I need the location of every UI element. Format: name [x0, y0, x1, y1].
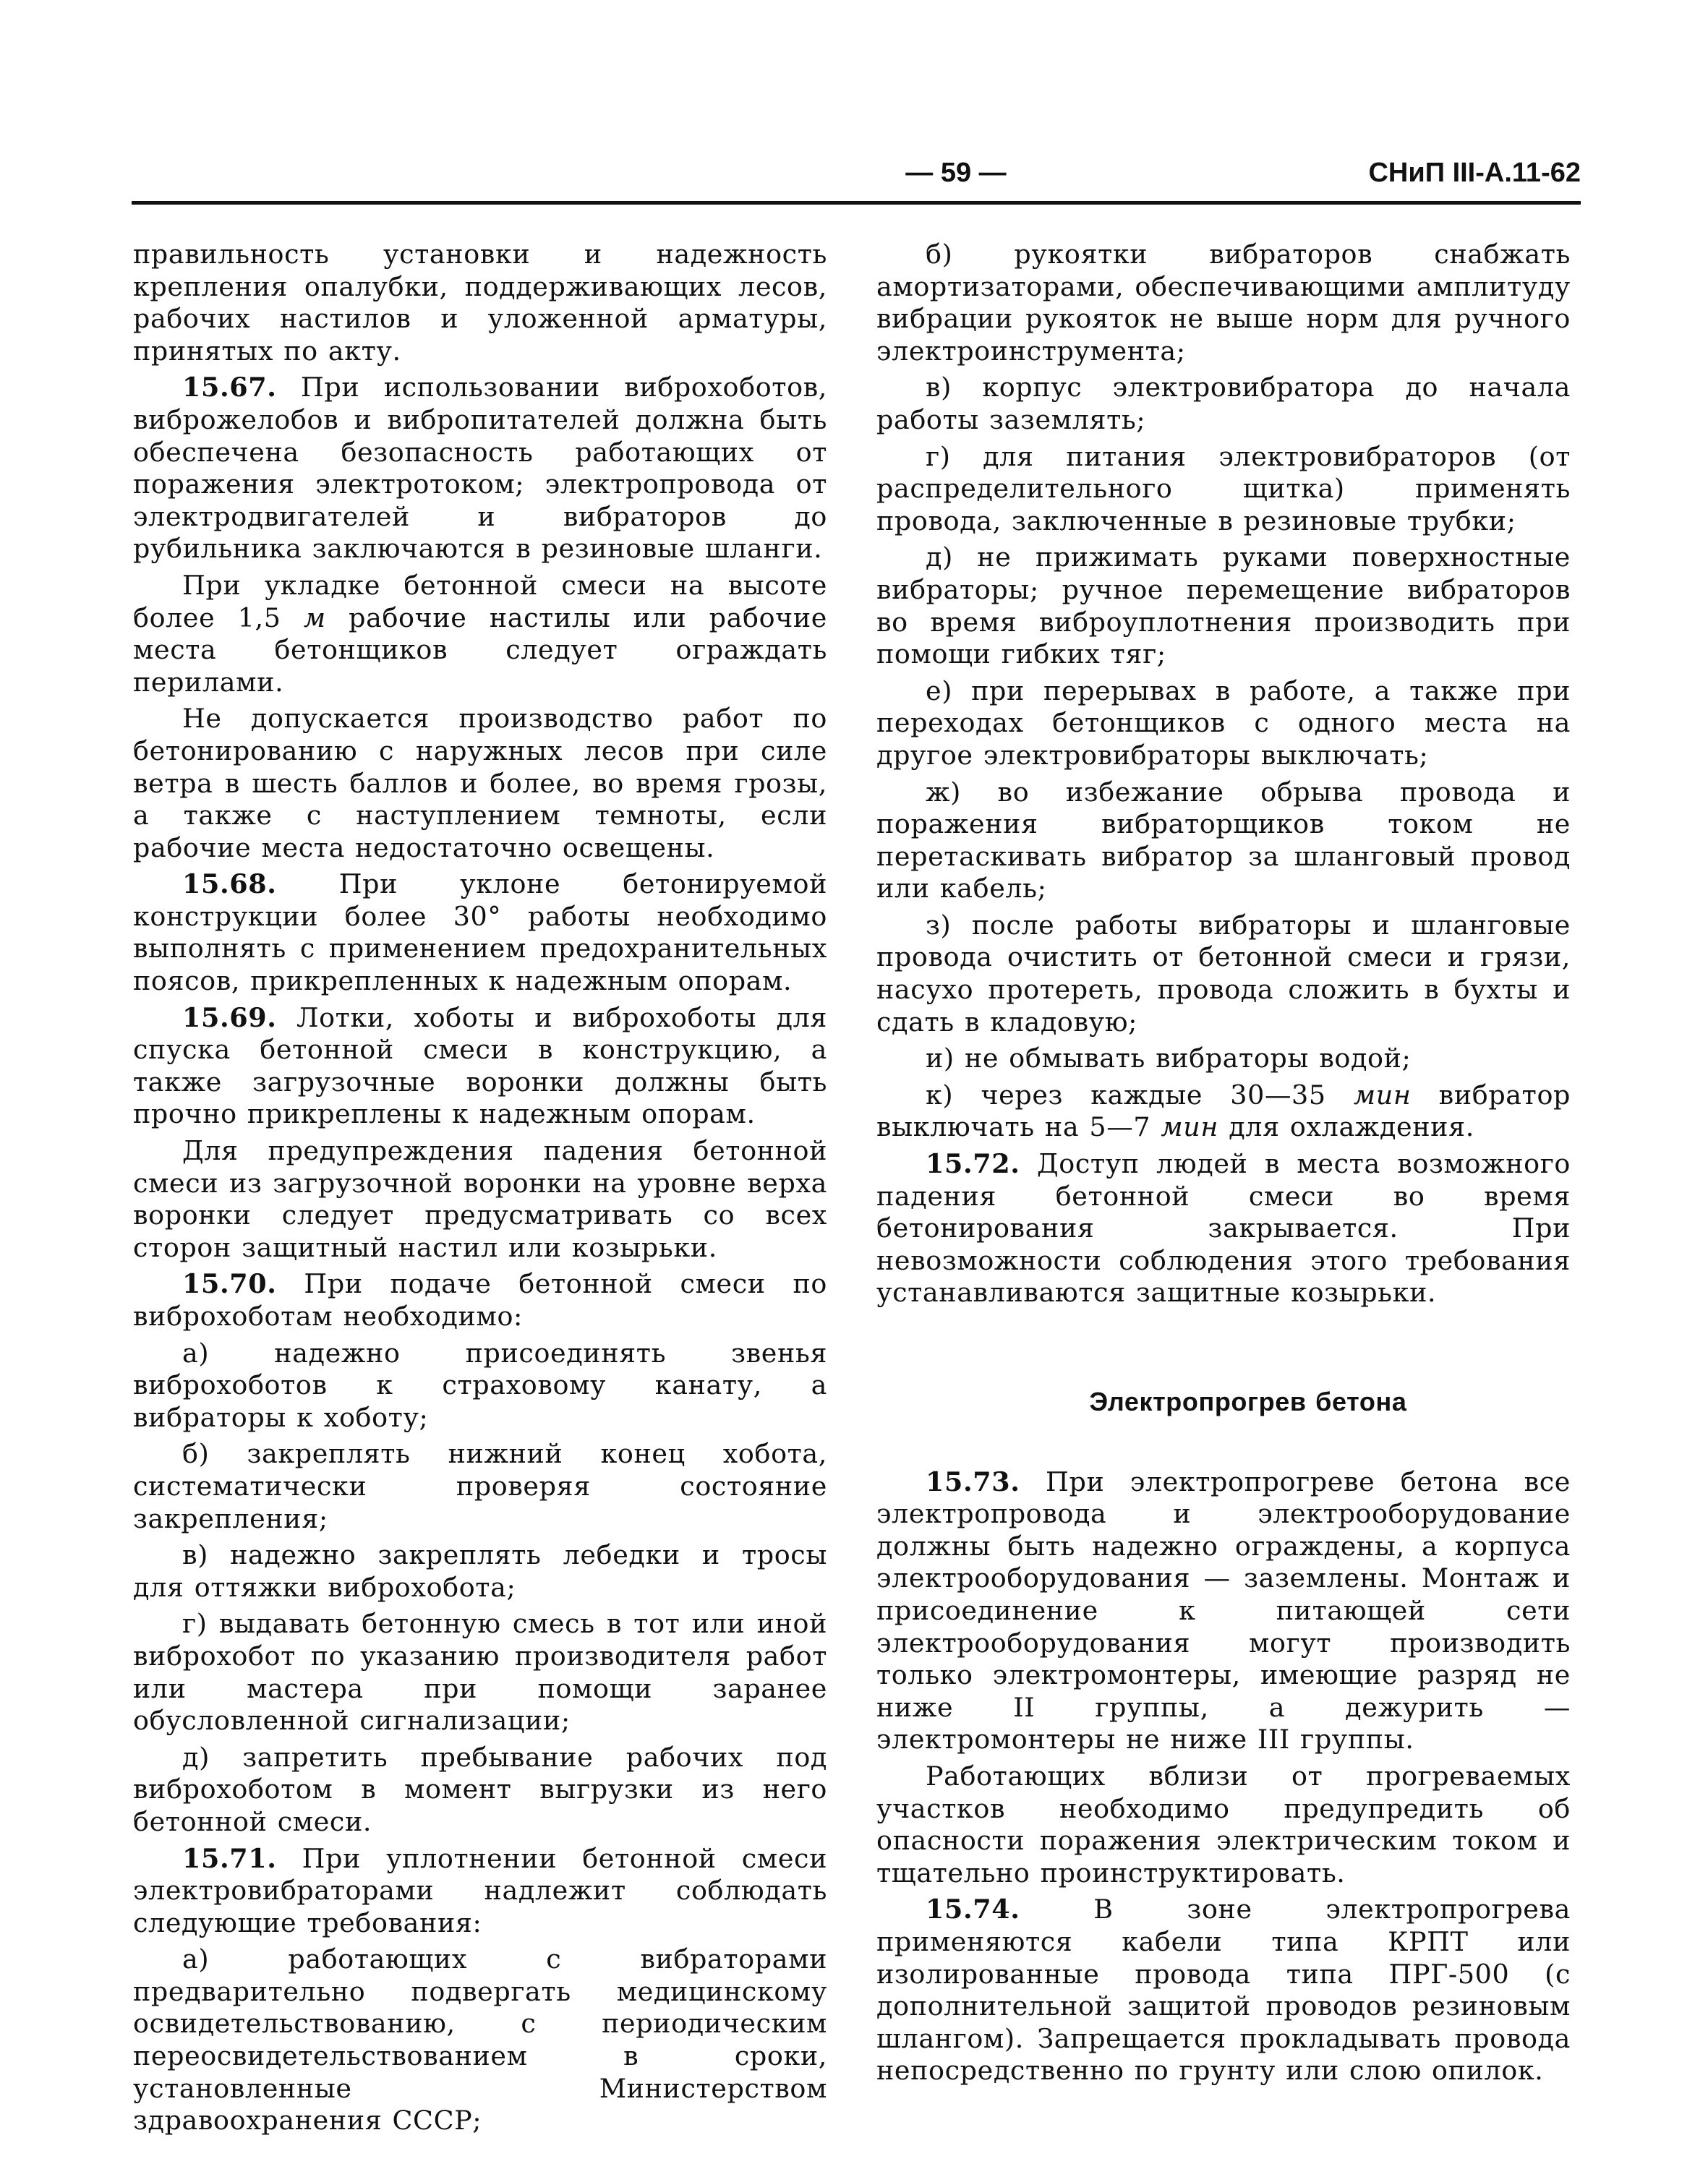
paragraph: При укладке бетонной смеси на высоте более 1,5 м рабочие настилы или рабочие места бетонщиков следует ограждать перилами. — [133, 569, 828, 698]
list-item: г) для питания электровибраторов (от распределительного щитка) применять провода, заключенные в резиновые трубки; — [876, 440, 1571, 536]
page-header — [132, 158, 1581, 201]
header-rule — [132, 201, 1581, 205]
list-item: г) выдавать бетонную смесь в тот или иной виброхобот по указанию производителя работ или мастера при помощи заранее обусловленной сигнализации; — [133, 1608, 827, 1737]
right-column — [876, 239, 1571, 2092]
clause-number: 15.72. — [926, 1148, 1020, 1180]
list-item: д) не прижимать руками поверхностные вибраторы; ручное перемещение вибраторов во время виброуплотнения производить при помощи гибких тяг; — [876, 542, 1571, 670]
clause-number: 15.74. — [926, 1894, 1020, 1925]
spacer — [876, 1423, 1571, 1466]
section-heading: Электропрогрев бетона — [1089, 1387, 1407, 1416]
list-item: е) при перерывах в работе, а также при переходах бетонщиков с одного места на другое электровибраторы выключать; — [876, 675, 1571, 771]
left-column — [133, 239, 827, 2142]
paragraph: Не допускается производство работ по бетонированию с наружных лесов при силе ветра в шесть баллов и более, во время грозы, а также с наступлением темноты, если рабочие места недостаточно освещены. — [133, 703, 827, 863]
list-item: к) через каждые 30—35 мин вибратор выключать на 5—7 мин для охлаждения. — [876, 1079, 1571, 1143]
clause-number: 15.69. — [182, 1001, 277, 1033]
clause-number: 15.71. — [182, 1842, 277, 1874]
clause-15-74: 15.74. В зоне электропрогрева применяются кабели типа КРПТ или изолированные провода типа ПРГ-500 (с дополнительной защитой проводов резиновым шлангом). Запрещается прокладывать провода непосредственно по грунту или слою опилок. — [876, 1894, 1571, 2087]
list-item: б) рукоятки вибраторов снабжать амортизаторами, обеспечивающими амплитуду вибрации рукояток не выше норм для ручного электроинструмента; — [876, 239, 1571, 367]
document-code: СНиП III-А.11-62 — [1368, 158, 1581, 188]
paragraph: Работающих вблизи от прогреваемых участков необходимо предупредить об опасности поражения электрическим током и тщательно проинструктировать. — [876, 1760, 1571, 1889]
paragraph: Для предупреждения падения бетонной смеси из загрузочной воронки на уровне верха воронки следует предусматривать со всех сторон защитный настил или козырьки. — [133, 1135, 827, 1263]
page-number: — 59 — — [905, 158, 1007, 188]
clause-15-70: 15.70. При подаче бетонной смеси по виброхоботам необходимо: — [133, 1268, 827, 1332]
list-item: д) запретить пребывание рабочих под виброхоботом в момент выгрузки из него бетонной смеси. — [133, 1741, 827, 1837]
clause-number: 15.73. — [926, 1466, 1020, 1497]
unit-text: мин — [1161, 1111, 1218, 1143]
clause-15-68: 15.68. При уклоне бетонируемой конструкции более 30° работы необходимо выполнять с применением предохранительных поясов, прикрепленных к надежным опорам. — [133, 868, 827, 997]
spacer — [876, 1314, 1571, 1386]
clause-number: 15.68. — [182, 868, 277, 900]
list-item: ж) во избежание обрыва провода и поражения вибраторщиков током не перетаскивать вибратор за шланговый провод или кабель; — [876, 776, 1571, 904]
paragraph-continuation: правильность установки и надежность крепления опалубки, поддерживающих лесов, рабочих настилов и уложенной арматуры, принятых по акту. — [133, 239, 827, 367]
clause-number: 15.70. — [182, 1268, 277, 1300]
list-item: б) закреплять нижний конец хобота, систематически проверяя состояние закрепления; — [133, 1438, 827, 1534]
clause-number: 15.67. — [182, 372, 277, 403]
list-item: а) надежно присоединять звенья виброхоботов к страховому канату, а вибраторы к хоботу; — [133, 1337, 827, 1433]
list-item: и) не обмывать вибраторы водой; — [926, 1043, 1412, 1074]
clause-15-69: 15.69. Лотки, хоботы и виброхоботы для спуска бетонной смеси в конструкцию, а также загрузочные воронки должны быть прочно прикреплены к надежным опорам. — [133, 1001, 827, 1130]
clause-15-67: 15.67. При использовании виброхоботов, виброжелобов и вибропитателей должна быть обеспечена безопасность работающих от поражения электротоком; электропровода от электродвигателей и вибраторов до рубильника заключаются в резиновые шланги. — [133, 372, 827, 565]
unit-text: м — [303, 602, 326, 633]
clause-15-72: 15.72. Доступ людей в места возможного падения бетонной смеси во время бетонирования закрывается. При невозможности соблюдения этого требования устанавливаются защитные козырьки. — [876, 1148, 1571, 1309]
clause-15-71: 15.71. При уплотнении бетонной смеси электровибраторами надлежит соблюдать следующие требования: — [133, 1842, 827, 1938]
clause-15-73: 15.73. При электропрогреве бетона все электропровода и электрооборудование должны быть надежно ограждены, а корпуса электрооборудования — заземлены. Монтаж и присоединение к питающей сети электрооборудования могут производить только электромонтеры, имеющие разряд не ниже II группы, а дежурить — электромонтеры не ниже III группы. — [876, 1466, 1571, 1755]
list-item: а) работающих с вибраторами предварительно подвергать медицинскому освидетельствованию, с периодическим переосвидетельствованием в сроки, установленные Министерством здравоохранения СССР; — [133, 1943, 827, 2137]
list-item: в) корпус электровибратора до начала работы заземлять; — [876, 372, 1571, 435]
list-item: в) надежно закреплять лебедки и тросы для оттяжки виброхобота; — [133, 1539, 827, 1603]
list-item: з) после работы вибраторы и шланговые провода очистить от бетонной смеси и грязи, насухо протереть, провода сложить в бухты и сдать в кладовую; — [876, 909, 1571, 1038]
unit-text: мин — [1353, 1079, 1412, 1111]
